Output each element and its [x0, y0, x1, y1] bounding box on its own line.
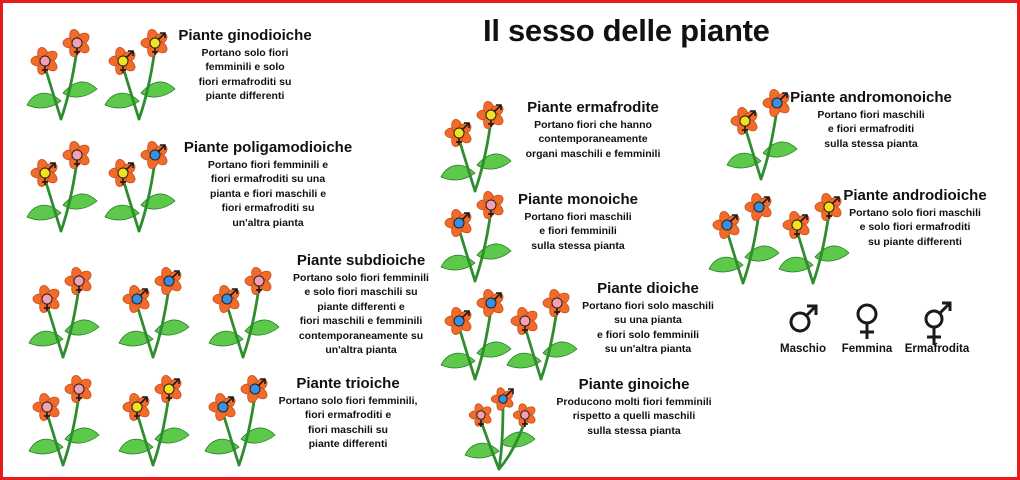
symbol-legend [773, 301, 973, 373]
entry-andromonoiche [783, 89, 959, 151]
entry-title: Piante poligamodioiche [183, 139, 353, 156]
entry-monoiche [503, 191, 653, 253]
plant-ginodioiche-hermaphrodite [103, 19, 181, 123]
entry-description: Portano fiori maschili e fiori ermafroditi sulla stessa pianta [817, 109, 925, 150]
entry-description: Portano fiori maschili e fiori femminili sulla stessa pianta [524, 211, 632, 252]
plant-ermafrodite [439, 91, 517, 195]
page-title: Il sesso delle piante [483, 13, 770, 48]
plant-subdioiche-male [117, 257, 195, 361]
entry-description: Portano fiori femminili e fiori ermafroditi su una pianta e fiori maschili e fiori ermafroditi su un'altra pianta [207, 159, 329, 229]
plant-ginoiche [463, 369, 541, 473]
entry-trioiche [273, 375, 423, 452]
entry-title: Piante monoiche [517, 191, 639, 208]
plant-poligamodioiche-1 [25, 131, 103, 235]
entry-title: Piante andromonoiche [790, 89, 952, 106]
plant-poligamodioiche-2 [103, 131, 181, 235]
plant-trioiche-male [203, 365, 281, 469]
entry-description: Producono molti fiori femminili rispetto a quelli maschili sulla stessa pianta [556, 396, 712, 437]
entry-title: Piante ermafrodite [527, 99, 659, 116]
plant-trioiche-female [27, 365, 105, 469]
legend-label: Maschio [779, 343, 826, 355]
entry-description: Portano fiori che hanno contemporaneamente organi maschili e femminili [525, 119, 661, 160]
plant-subdioiche-female [27, 257, 105, 361]
plant-androdioiche-male [707, 183, 785, 287]
plant-subdioiche-mixed [207, 257, 285, 361]
entry-poligamodioiche [175, 139, 361, 230]
entry-ginodioiche [171, 27, 319, 104]
entry-description: Portano fiori solo maschili su una pianta e fiori solo femminili su un'altra pianta [582, 300, 714, 356]
plant-trioiche-hermaphrodite [117, 365, 195, 469]
entry-title: Piante androdioiche [843, 187, 987, 204]
entry-title: Piante dioiche [597, 280, 699, 297]
plant-ginodioiche-female [25, 19, 103, 123]
entry-description: Portano solo fiori femminili, fiori ermafroditi e fiori maschili su piante differenti [278, 395, 418, 451]
legend-item-hermaphrodite [901, 301, 973, 355]
entry-dioiche [571, 280, 725, 357]
entry-description: Portano solo fiori femminili e solo fiori ermafroditi su piante differenti [198, 47, 292, 103]
entry-title: Piante ginoiche [578, 376, 690, 393]
entry-description: Portano solo fiori femminili e solo fiori maschili su piante differenti e fiori maschili e femminili contemporaneamente su un'altra pianta [293, 272, 429, 357]
legend-label: Ermafrodita [904, 343, 970, 355]
female-symbol-icon [849, 301, 885, 341]
entry-ermafrodite [509, 99, 677, 161]
entry-ginoiche [551, 376, 717, 438]
entry-description: Portano solo fiori maschili e solo fiori ermafroditi su piante differenti [849, 207, 981, 248]
legend-label: Femmina [841, 343, 893, 355]
male-symbol-icon [785, 301, 821, 337]
entry-title: Piante subdioiche [296, 252, 426, 269]
hermaphrodite-symbol-icon [917, 301, 957, 347]
entry-androdioiche [833, 187, 997, 249]
entry-title: Piante ginodioiche [178, 27, 312, 44]
entry-subdioiche [281, 252, 441, 358]
legend-item-female [835, 301, 899, 355]
entry-title: Piante trioiche [296, 375, 400, 392]
legend-item-male [773, 301, 833, 355]
